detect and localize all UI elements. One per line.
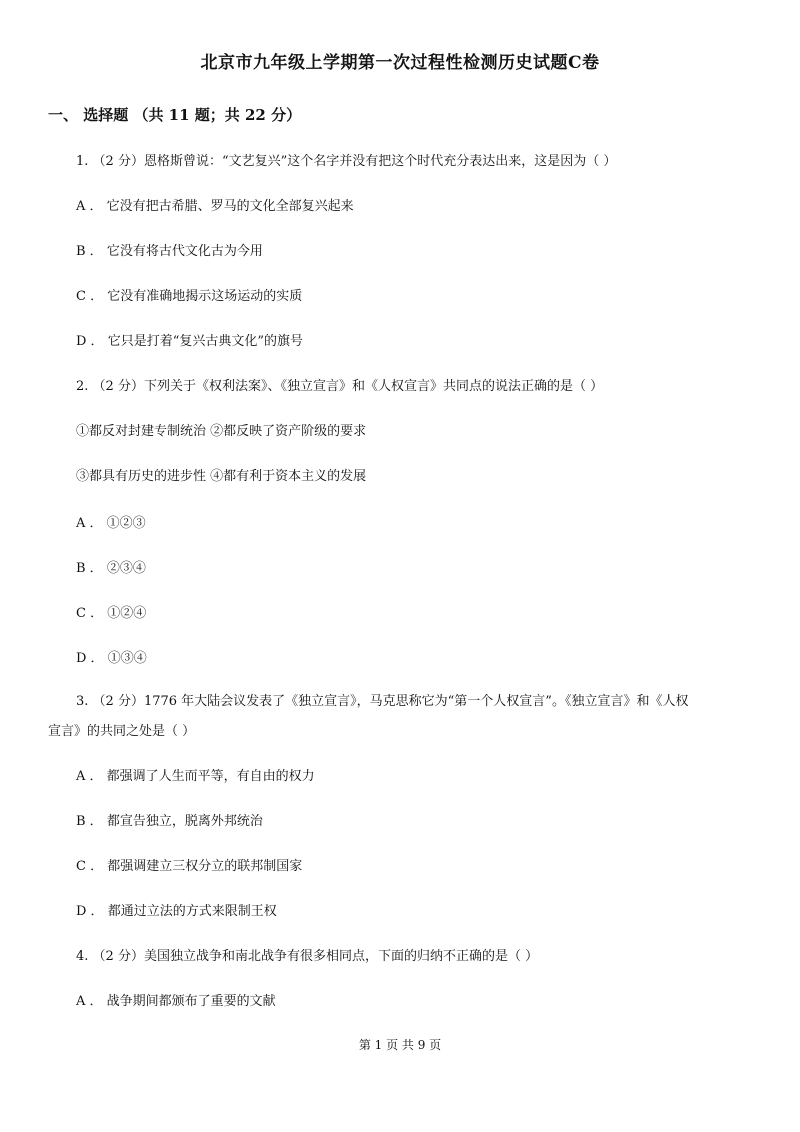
section-heading: 一、 选择题 （共 11 题；共 22 分） bbox=[48, 106, 302, 124]
question-3-option-a: A ． 都强调了人生而平等，有自由的权力 bbox=[76, 769, 315, 784]
question-1-option-d: D ． 它只是打着“复兴古典文化”的旗号 bbox=[76, 334, 303, 349]
question-4-option-a: A ． 战争期间都颁布了重要的文献 bbox=[76, 994, 276, 1009]
question-2-option-a: A ． ①②③ bbox=[76, 516, 146, 531]
page-footer: 第 1 页 共 9 页 bbox=[358, 1038, 442, 1052]
question-1-option-b: B ． 它没有将古代文化古为今用 bbox=[76, 244, 263, 259]
question-3-option-b: B ． 都宣告独立，脱离外邦统治 bbox=[76, 814, 263, 829]
question-4-stem: 4. （2 分）美国独立战争和南北战争有很多相同点，下面的归纳不正确的是（ ） bbox=[76, 949, 539, 964]
question-2-statement-1: ①都反对封建专制统治 ②都反映了资产阶级的要求 bbox=[76, 424, 367, 439]
question-2-option-d: D ． ①③④ bbox=[76, 651, 147, 666]
question-2-option-c: C ． ①②④ bbox=[76, 606, 147, 621]
page-title: 北京市九年级上学期第一次过程性检测历史试题C卷 bbox=[200, 53, 600, 73]
question-1-option-a: A ． 它没有把古希腊、罗马的文化全部复兴起来 bbox=[76, 199, 354, 214]
question-3-option-d: D ． 都通过立法的方式来限制王权 bbox=[76, 904, 277, 919]
question-1-option-c: C ． 它没有准确地揭示这场运动的实质 bbox=[76, 289, 303, 304]
question-3-stem: 3. （2 分）1776 年大陆会议发表了《独立宣言》，马克思称它为“第一个人权宣言”。《独立宣言》和《人权 bbox=[76, 694, 689, 709]
question-2-stem: 2. （2 分）下列关于《权利法案》、《独立宣言》和《人权宣言》共同点的说法正确的是（ ） bbox=[76, 379, 604, 394]
question-3-stem-continued: 宣言》的共同之处是（ ） bbox=[48, 724, 196, 739]
question-2-option-b: B ． ②③④ bbox=[76, 561, 146, 576]
question-1-stem: 1. （2 分）恩格斯曾说：“文艺复兴”这个名字并没有把这个时代充分表达出来，这是因为（ ） bbox=[76, 154, 617, 169]
question-2-statement-2: ③都具有历史的进步性 ④都有利于资本主义的发展 bbox=[76, 469, 367, 484]
question-3-option-c: C ． 都强调建立三权分立的联邦制国家 bbox=[76, 859, 303, 874]
